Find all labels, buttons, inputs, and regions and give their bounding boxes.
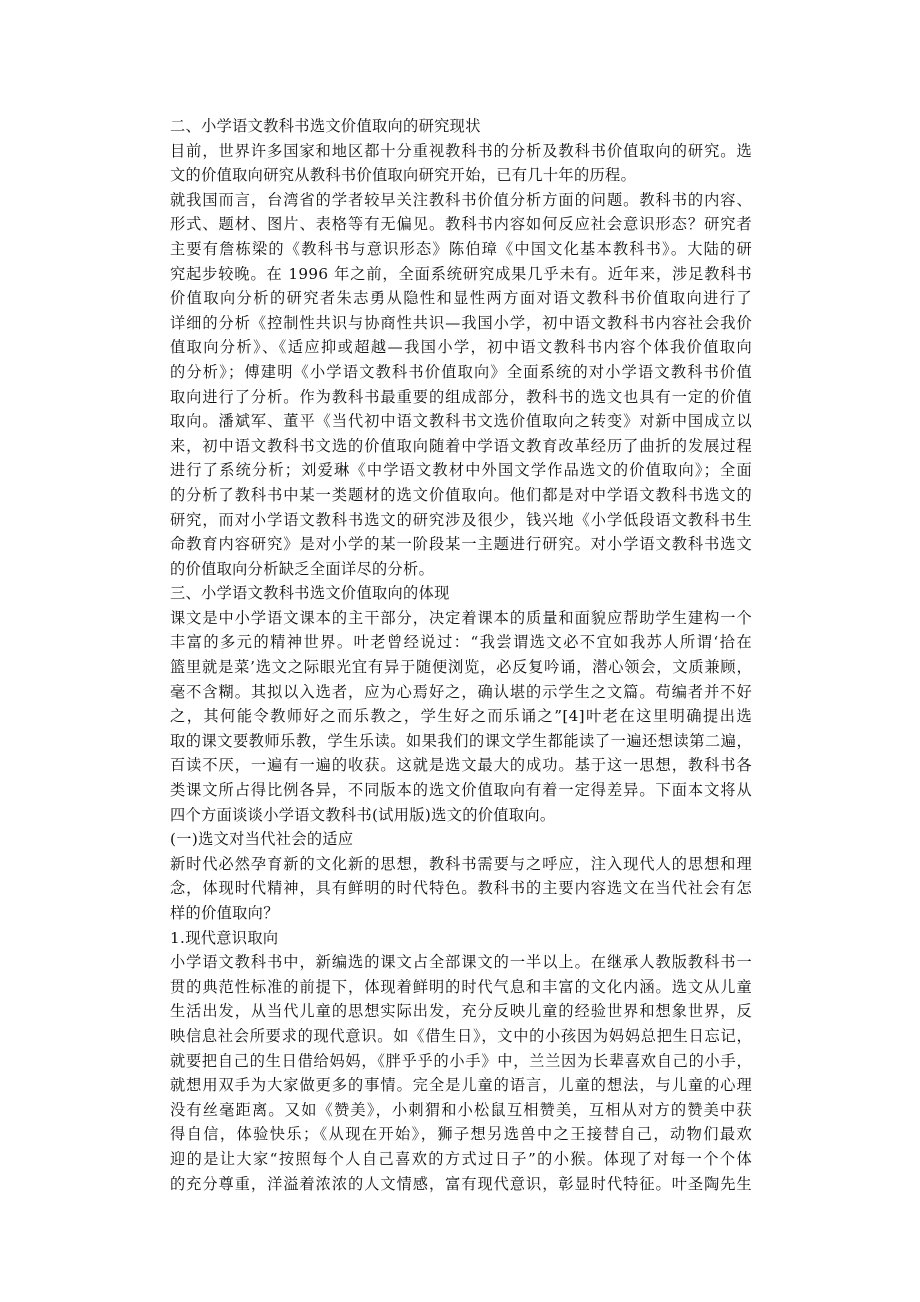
text-line: 二、小学语文教科书选文价值取向的研究现状 — [170, 117, 481, 135]
text-line: 生活出发，从当代儿童的思想实际出发，充分反映儿童的经验世界和想象世界，反 — [170, 1002, 752, 1021]
text-line: 值取向分析》、《适应抑或超越—我国小学，初中语文教科书内容个体我价值取向 — [170, 338, 752, 357]
text-line: 进行了系统分析；刘爱琳《中学语文教材中外国文学作品选文的价值取向》；全面 — [170, 461, 752, 480]
text-line: 的分析了教科书中某一类题材的选文价值取向。他们都是对中学语文教科书选文的 — [170, 485, 752, 504]
text-line: 样的价值取向？ — [170, 904, 279, 922]
text-line: 详细的分析《控制性共识与协商性共识—我国小学，初中语文教科书内容社会我价 — [170, 313, 752, 332]
text-line: 形式、题材、图片、表格等有无偏见。教科书内容如何反应社会意识形态？研究者 — [170, 215, 752, 234]
text-line: 的充分尊重，洋溢着浓浓的人文情感，富有现代意识，彰显时代特征。叶圣陶先生 — [170, 1174, 752, 1193]
text-line: 课文是中小学语文课本的主干部分，决定着课本的质量和面貌应帮助学生建构一个 — [170, 608, 752, 627]
text-line: 目前，世界许多国家和地区都十分重视教科书的分析及教科书价值取向的研究。选 — [170, 141, 752, 160]
text-line: 就我国而言，台湾省的学者较早关注教科书价值分析方面的问题。教科书的内容、 — [170, 190, 752, 209]
text-line: (一)选文对当代社会的适应 — [170, 830, 354, 849]
text-line: 念，体现时代精神，具有鲜明的时代特色。教科书的主要内容选文在当代社会有怎 — [170, 879, 752, 898]
text-line: 小学语文教科书中，新编选的课文占全部课文的一半以上。在继承人教版教科书一 — [170, 953, 752, 972]
text-line: 篮里就是菜’选文之际眼光宜有异于随便浏览，必反复吟诵，潜心领会，文质兼顾， — [170, 658, 752, 677]
text-line: 得自信，体验快乐；《从现在开始》，狮子想另选兽中之王接替自己，动物们最欢 — [170, 1125, 752, 1144]
text-line: 新时代必然孕育新的文化新的思想，教科书需要与之呼应，注入现代人的思想和理 — [170, 854, 752, 873]
text-line: 之，其何能令教师好之而乐教之，学生好之而乐诵之”[4]叶老在这里明确提出选 — [170, 707, 752, 726]
text-line: 究起步较晚。在 1996 年之前，全面系统研究成果几乎未有。近年来，涉足教科书 — [170, 264, 752, 283]
text-line: 文的价值取向研究从教科书价值取向研究开始，已有几十年的历程。 — [170, 166, 637, 185]
text-line: 就要把自己的生日借给妈妈，《胖乎乎的小手》中，兰兰因为长辈喜欢自己的小手， — [170, 1051, 752, 1070]
text-line: 研究，而对小学语文教科书选文的研究涉及很少，钱兴地《小学低段语文教科书生 — [170, 510, 752, 529]
text-line: 的价值取向分析缺乏全面详尽的分析。 — [170, 559, 435, 578]
text-line: 丰富的多元的精神世界。叶老曾经说过：“我尝谓选文必不宜如我苏人所谓‘拾在 — [170, 633, 752, 652]
text-line: 没有丝毫距离。又如《赞美》，小刺猬和小松鼠互相赞美，互相从对方的赞美中获 — [170, 1100, 752, 1119]
text-line: 就想用双手为大家做更多的事情。完全是儿童的语言，儿童的想法，与儿童的心理 — [170, 1076, 752, 1095]
text-line: 迎的是让大家“按照每个人自己喜欢的方式过日子”的小猴。体现了对每一个个体 — [170, 1149, 752, 1168]
text-line: 取向进行了分析。作为教科书最重要的组成部分，教科书的选文也具有一定的价值 — [170, 387, 752, 406]
text-line: 的分析》；傅建明《小学语文教科书价值取向》全面系统的对小学语文教科书价值 — [170, 362, 752, 381]
text-line: 类课文所占得比例各异，不同版本的选文价值取向有着一定得差异。下面本文将从 — [170, 781, 752, 800]
text-line: 三、小学语文教科书选文价值取向的体现 — [170, 584, 450, 603]
text-line: 价值取向分析的研究者朱志勇从隐性和显性两方面对语文教科书价值取向进行了 — [170, 289, 752, 308]
text-line: 取向。潘斌军、董平《当代初中语文教科书文选价值取向之转变》对新中国成立以 — [170, 412, 752, 431]
text-line: 来，初中语文教科书文选的价值取向随着中学语文教育改革经历了曲折的发展过程 — [170, 436, 752, 455]
text-line: 四个方面谈谈小学语文教科书(试用版)选文的价值取向。 — [170, 805, 556, 824]
text-line: 百读不厌，一遍有一遍的收获。这就是选文最大的成功。基于这一思想，教科书各 — [170, 756, 752, 775]
text-line: 毫不含糊。其拟以入选者，应为心焉好之，确认堪的示学生之文篇。苟编者并不好 — [170, 682, 752, 701]
text-line: 贯的典范性标准的前提下，体现着鲜明的时代气息和丰富的文化内涵。选文从儿童 — [170, 977, 752, 996]
text-line: 命教育内容研究》是对小学的某一阶段某一主题进行研究。对小学语文教科书选文 — [170, 535, 752, 554]
text-line: 映信息社会所要求的现代意识。如《借生日》，文中的小孩因为妈妈总把生日忘记， — [170, 1026, 752, 1045]
text-line: 主要有詹栋梁的《教科书与意识形态》陈伯璋《中国文化基本教科书》。大陆的研 — [170, 239, 752, 258]
text-line: 1.现代意识取向 — [170, 928, 279, 947]
document-page — [170, 114, 752, 1196]
text-line: 取的课文要教师乐教，学生乐读。如果我们的课文学生都能读了一遍还想读第二遍， — [170, 731, 752, 750]
